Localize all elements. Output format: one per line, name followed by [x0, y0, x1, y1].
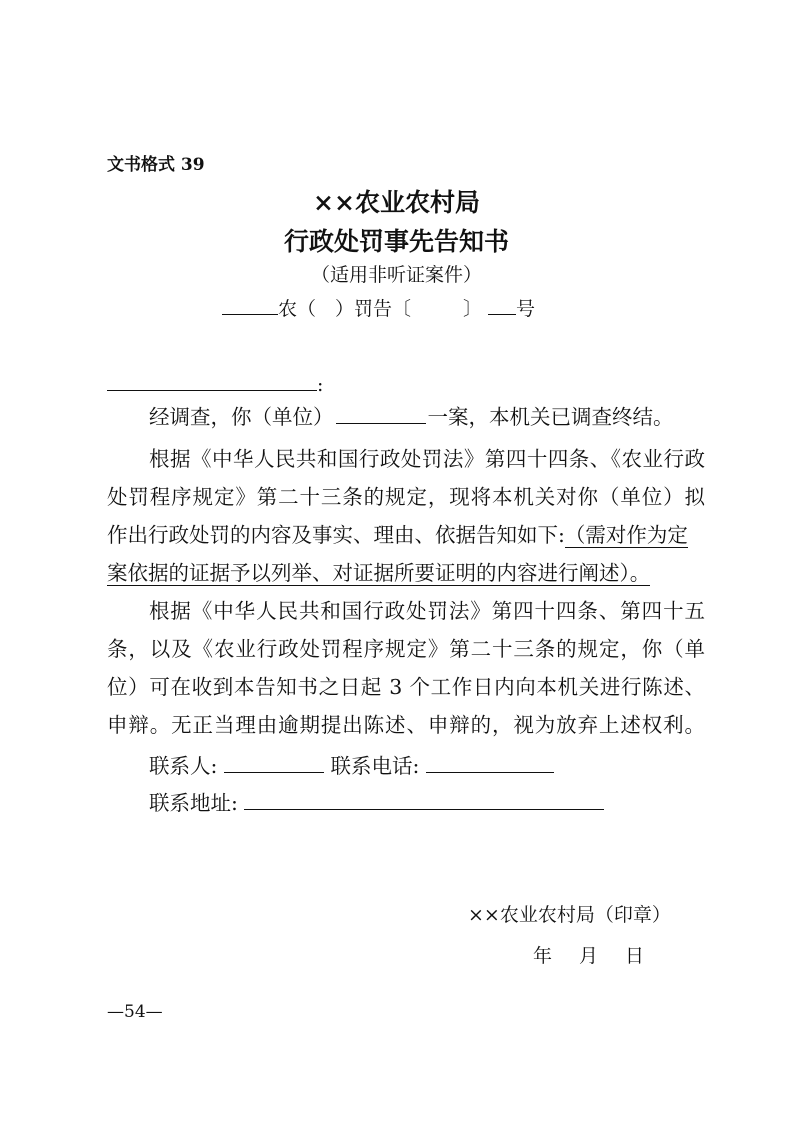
contact-phone-label: 联系电话:	[330, 754, 420, 778]
para3-line2: 条，以及《农业行政处罚程序规定》第二十三条的规定，你（单	[107, 637, 705, 661]
agency-seal: ××农业农村局（印章）	[468, 904, 671, 926]
address-row	[149, 789, 629, 815]
contact-address-field[interactable]	[244, 789, 604, 810]
number-text-3: 号	[516, 298, 536, 320]
para1-before: 经调查，你（单位）	[149, 405, 334, 429]
para2-line2: 处罚程序规定》第二十三条的规定，现将本机关对你（单位）拟	[107, 485, 705, 509]
document-subtitle: （适用非听证案件）	[310, 264, 482, 286]
addressee-colon: :	[317, 374, 324, 396]
document-number	[222, 294, 535, 321]
form-label: 文书格式 39	[107, 155, 205, 175]
para2-line1: 根据《中华人民共和国行政处罚法》第四十四条、《农业行政	[149, 447, 705, 471]
para2-note-2: 案依据的证据予以列举、对证据所要证明的内容进行阐述）。	[107, 561, 651, 585]
addressee	[107, 370, 323, 396]
para1	[149, 403, 705, 429]
signature-date: 年 月 日	[533, 945, 649, 967]
number-blank-prefix[interactable]	[222, 294, 278, 315]
number-text-1: 农（ ）罚告〔	[278, 298, 412, 320]
para2-line3	[107, 522, 705, 548]
contact-person-field[interactable]	[224, 752, 324, 773]
document-title: 行政处罚事先告知书	[283, 227, 509, 256]
page-number: —54—	[107, 1002, 163, 1022]
para1-after: 一案，本机关已调查终结。	[427, 405, 674, 429]
contact-row	[149, 752, 629, 778]
agency-name: ××农业农村局	[313, 188, 480, 217]
para3-line3: 位）可在收到本告知书之日起 3 个工作日内向本机关进行陈述、	[107, 675, 705, 699]
number-text-2: 〕	[463, 298, 483, 320]
para2-line4	[107, 560, 672, 586]
para3-line4: 申辩。无正当理由逾期提出陈述、申辩的，视为放弃上述权利。	[107, 713, 705, 737]
case-blank[interactable]	[336, 403, 426, 424]
contact-address-label: 联系地址:	[149, 791, 238, 815]
para3-line1: 根据《中华人民共和国行政处罚法》第四十四条、第四十五	[149, 599, 705, 623]
addressee-blank[interactable]	[107, 370, 317, 391]
contact-person-label: 联系人:	[149, 754, 218, 778]
number-blank-seq[interactable]	[488, 294, 516, 315]
para2-note-1: （需对作为定	[564, 523, 688, 547]
contact-phone-field[interactable]	[426, 752, 554, 773]
para2-line3-text: 作出行政处罚的内容及事实、理由、依据告知如下:	[107, 523, 565, 547]
